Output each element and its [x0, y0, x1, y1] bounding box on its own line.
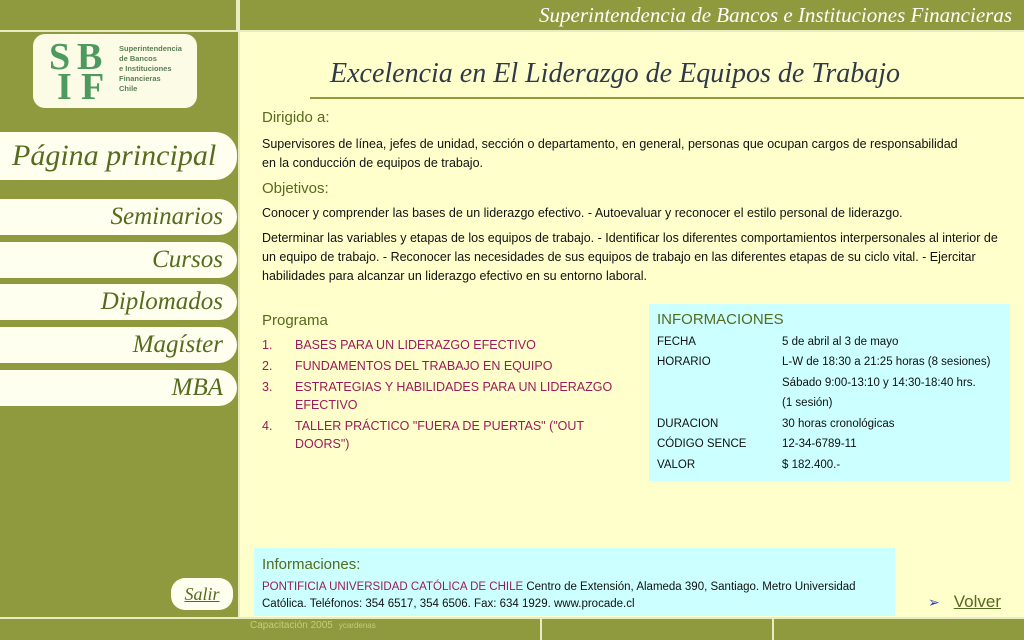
nav-diplomados[interactable]: Diplomados [0, 284, 237, 320]
programa-item-text: FUNDAMENTOS DEL TRABAJO EN EQUIPO [295, 359, 553, 373]
sbif-logo [33, 34, 197, 108]
programa-item-number: 3. [262, 380, 273, 394]
nav-seminarios[interactable]: Seminarios [0, 199, 237, 235]
footer-divider [540, 619, 542, 640]
footer-author: ycardenas [338, 621, 376, 630]
info-key: CÓDIGO SENCE [657, 438, 747, 450]
sidebar-divider [238, 0, 240, 640]
sidebar [0, 32, 238, 617]
objetivos-label: Objetivos: [262, 180, 329, 197]
info-key: HORARIO [657, 356, 711, 368]
logo-letter-f: F [81, 66, 105, 108]
dirigido-text: Supervisores de línea, jefes de unidad, sección o departamento, en general, personas que ocupan cargos de responsabilidad en la conducción de equipos de trabajo. [262, 137, 958, 170]
nav-pagina-principal[interactable]: Página principal [0, 132, 237, 180]
programa-list [262, 336, 632, 456]
bottom-divider [0, 617, 1024, 619]
top-bar-left-cell [0, 0, 238, 30]
contact-details: Centro de Extensión, Alameda 390, Santiago. Metro Universidad Católica. Teléfonos: 354 6517, 354 6506. Fax: 634 1929. www.procade.cl [262, 581, 856, 610]
programa-item-number: 2. [262, 359, 273, 373]
header-title: Superintendencia de Bancos e Instituciones Financieras [539, 3, 1012, 27]
contact-box [254, 548, 895, 616]
arrow-right-icon: ➢ [928, 594, 940, 610]
logo-letters [47, 36, 117, 108]
logo-text-line: Superintendencia [119, 44, 182, 53]
back-link[interactable] [928, 592, 1001, 612]
logo-letter-i: I [57, 66, 72, 108]
info-key: DURACION [657, 418, 719, 430]
info-key: VALOR [657, 459, 696, 471]
programa-item-number: 1. [262, 338, 273, 352]
info-value: 5 de abril al 3 de mayo [782, 336, 899, 348]
back-link-label[interactable]: Volver [953, 592, 1001, 611]
programa-item-text: ESTRATEGIAS Y HABILIDADES PARA UN LIDERAZGO EFECTIVO [295, 380, 613, 412]
objetivos-text-1: Conocer y comprender las bases de un liderazgo efectivo. - Autoevaluar y reconocer el estilo personal de liderazgo. [262, 206, 903, 220]
programa-item-number: 4. [262, 419, 273, 433]
contact-label: Informaciones: [262, 556, 361, 573]
objetivos-text-2: Determinar las variables y etapas de los equipos de trabajo. - Identificar los diferentes comportamientos interpersonales al interior de un equipo de trabajo. - Reconocer las necesidades de sus equipos de trabajo en las diferentes etapas de su ciclo vital. - Ejercitar habilidades para alcanzar un liderazgo efectivo en su entorno laboral. [262, 231, 998, 283]
programa-item [262, 378, 632, 414]
programa-item [262, 336, 632, 354]
logo-letter-s: S [49, 36, 71, 78]
dirigido-label: Dirigido a: [262, 109, 330, 126]
info-value: L-W de 18:30 a 21:25 horas (8 sesiones) [782, 356, 991, 368]
footer-text [250, 620, 376, 631]
contact-org: PONTIFICIA UNIVERSIDAD CATÓLICA DE CHILE [262, 581, 524, 593]
info-value: 30 horas cronológicas [782, 418, 895, 430]
info-value: 12-34-6789-11 [782, 438, 857, 450]
exit-button[interactable]: Salir [171, 578, 233, 610]
nav-mba[interactable]: MBA [0, 370, 237, 406]
programa-item [262, 357, 632, 375]
nav-cursos[interactable]: Cursos [0, 242, 237, 278]
logo-letter-b: B [77, 36, 103, 78]
contact-text [262, 579, 892, 613]
footer-bar [0, 617, 1024, 640]
info-key: FECHA [657, 336, 696, 348]
info-value: $ 182.400.- [782, 459, 841, 471]
logo-text [119, 44, 182, 94]
info-title: INFORMACIONES [657, 311, 784, 328]
programa-item [262, 417, 632, 453]
info-value: Sábado 9:00-13:10 y 14:30-18:40 hrs. [782, 377, 976, 389]
info-value: (1 sesión) [782, 397, 833, 409]
page-title: Excelencia en El Liderazgo de Equipos de Trabajo [330, 58, 901, 89]
programa-label: Programa [262, 312, 328, 329]
footer-label: Capacitación 2005 [250, 620, 333, 631]
title-rule [310, 97, 1024, 99]
programa-item-text: BASES PARA UN LIDERAZGO EFECTIVO [295, 338, 536, 352]
nav-magister[interactable]: Magíster [0, 327, 237, 363]
logo-text-line: de Bancos [119, 54, 157, 63]
logo-text-line: e Instituciones [119, 64, 172, 73]
logo-text-line: Chile [119, 84, 138, 93]
info-table [649, 304, 1010, 481]
top-bar [0, 0, 1024, 30]
footer-divider [772, 619, 774, 640]
programa-item-text: TALLER PRÁCTICO "FUERA DE PUERTAS" ("OUT DOORS") [295, 419, 584, 451]
logo-text-line: Financieras [119, 74, 161, 83]
